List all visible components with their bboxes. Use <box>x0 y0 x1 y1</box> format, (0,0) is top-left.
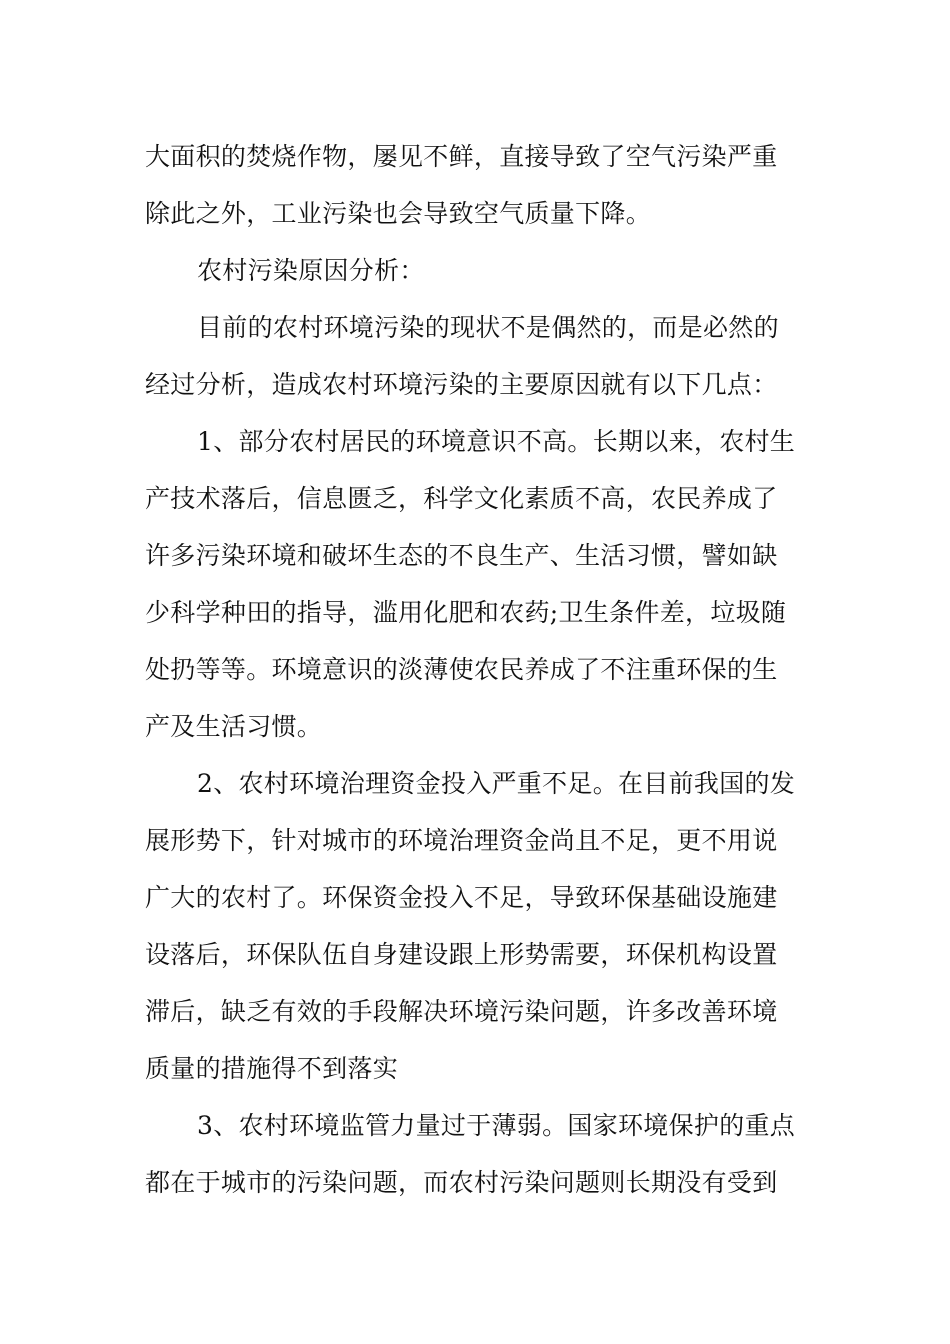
list-item-2-line: 2、农村环境治理资金投入严重不足。在目前我国的发 <box>197 769 796 798</box>
text-line: 除此之外，工业污染也会导致空气质量下降。 <box>145 199 652 228</box>
text-line: 经过分析，造成农村环境污染的主要原因就有以下几点： <box>145 370 778 399</box>
text-line: 许多污染环境和破坏生态的不良生产、生活习惯，譬如缺 <box>145 541 778 570</box>
section-heading: 农村污染原因分析： <box>197 256 425 285</box>
text-line: 设落后，环保队伍自身建设跟上形势需要，环保机构设置 <box>145 940 778 969</box>
text-line: 目前的农村环境污染的现状不是偶然的，而是必然的 <box>197 313 779 342</box>
text-line: 处扔等等。环境意识的淡薄使农民养成了不注重环保的生 <box>145 655 778 684</box>
list-item-3-line: 3、农村环境监管力量过于薄弱。国家环境保护的重点 <box>197 1111 796 1140</box>
text-line: 展形势下，针对城市的环境治理资金尚且不足，更不用说 <box>145 826 778 855</box>
text-line: 质量的措施得不到落实 <box>145 1054 399 1083</box>
text-line: 少科学种田的指导，滥用化肥和农药;卫生条件差，垃圾随 <box>145 598 787 627</box>
text-line: 滞后，缺乏有效的手段解决环境污染问题，许多改善环境 <box>145 997 778 1026</box>
list-item-1-line: 1、部分农村居民的环境意识不高。长期以来，农村生 <box>197 427 796 456</box>
text-line: 都在于城市的污染问题，而农村污染问题则长期没有受到 <box>145 1168 778 1197</box>
text-line: 产及生活习惯。 <box>145 712 323 741</box>
text-line: 大面积的焚烧作物，屡见不鲜，直接导致了空气污染严重 <box>145 142 778 171</box>
text-line: 广大的农村了。环保资金投入不足，导致环保基础设施建 <box>145 883 778 912</box>
text-line: 产技术落后，信息匮乏，科学文化素质不高，农民养成了 <box>145 484 778 513</box>
document-body <box>145 128 810 1211</box>
